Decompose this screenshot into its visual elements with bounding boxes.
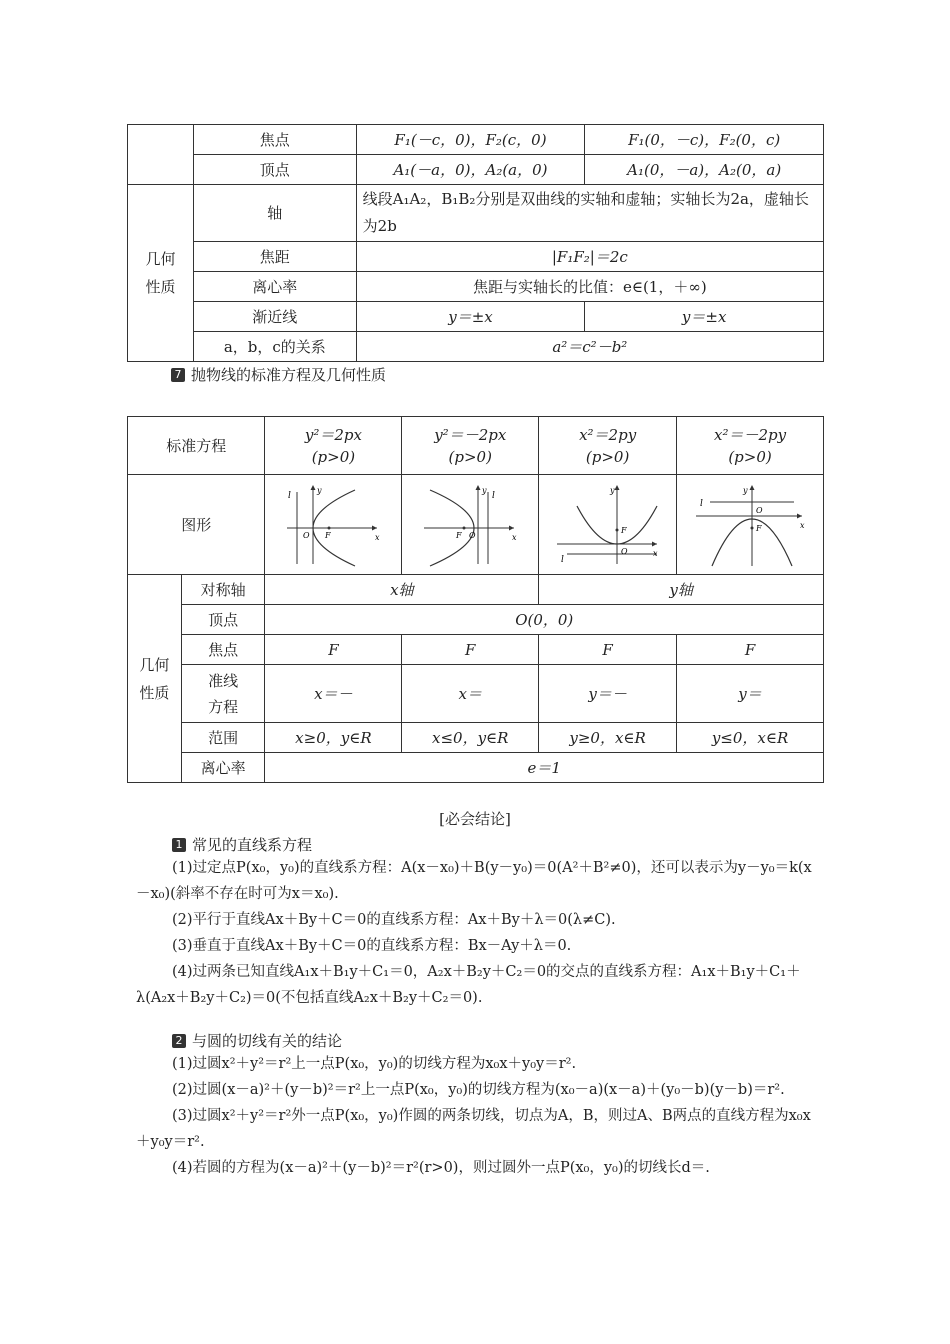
- table-cell: [265, 417, 402, 475]
- row-label: 图形: [128, 475, 265, 575]
- equation: y²＝－2px: [434, 425, 507, 444]
- directrix-label: l: [560, 554, 564, 565]
- section-badge: 2: [172, 1034, 186, 1048]
- table-cell: e＝1: [265, 753, 824, 783]
- x-arrow-icon: [797, 513, 802, 518]
- origin-label: O: [303, 530, 310, 540]
- graph-cell: [539, 475, 677, 575]
- table-cell: y≥0，x∈R: [539, 723, 677, 753]
- y-axis-label: y: [317, 485, 322, 495]
- hyperbola-properties-table: [127, 124, 824, 362]
- condition: (p>0): [448, 447, 492, 466]
- row-label: 范围: [181, 723, 265, 753]
- table-cell: y轴: [539, 575, 824, 605]
- table-cell: F₁(－c，0)，F₂(c，0): [356, 125, 585, 155]
- x-axis-label: x: [375, 532, 380, 542]
- section-7-heading: [171, 364, 386, 385]
- table-cell: x≤0，y∈R: [402, 723, 539, 753]
- y-arrow-icon: [311, 485, 316, 490]
- table-row: [128, 242, 824, 272]
- table-row: [128, 417, 824, 475]
- x-arrow-icon: [652, 541, 657, 546]
- focus-label: F: [756, 523, 762, 533]
- parabola-down-graph: [692, 482, 808, 568]
- table-cell: y＝±x: [356, 302, 585, 332]
- condition: (p>0): [311, 447, 356, 466]
- empty-cell: [128, 125, 194, 185]
- row-label: 焦点: [181, 635, 265, 665]
- focus-point: [463, 526, 466, 529]
- origin-label: O: [469, 530, 476, 540]
- table-cell: 焦距与实轴长的比值：e∈(1，＋∞): [356, 272, 823, 302]
- parabola-properties-table: [127, 416, 824, 783]
- table-cell: F: [677, 635, 824, 665]
- parabola-up-graph: [553, 482, 663, 568]
- focus-label: F: [325, 530, 331, 540]
- conclusions-title: [必会结论]: [439, 810, 511, 828]
- row-label: 顶点: [193, 155, 356, 185]
- x-arrow-icon: [509, 525, 514, 530]
- parabola-left-graph: [420, 482, 520, 568]
- table-row: [128, 302, 824, 332]
- table-cell: [677, 417, 824, 475]
- row-label: a，b，c的关系: [193, 332, 356, 362]
- directrix-label: l: [288, 490, 292, 501]
- row-label: 焦点: [193, 125, 356, 155]
- paragraph: (3)过圆x²＋y²＝r²外一点P(x₀，y₀)作圆的两条切线，切点为A，B，则过A、B两点的直线方程为x₀x＋y₀y＝r².: [136, 1108, 811, 1150]
- paragraph: (2)过圆(x－a)²＋(y－b)²＝r²上一点P(x₀，y₀)的切线方程为(x₀－a)(x－a)＋(y₀－b)(y－b)＝r².: [172, 1082, 785, 1098]
- table-cell: A₁(0，－a)，A₂(0，a): [585, 155, 824, 185]
- row-label: 渐近线: [193, 302, 356, 332]
- table-row: [128, 753, 824, 783]
- y-axis-label: y: [609, 485, 615, 495]
- origin-label: O: [756, 505, 763, 515]
- row-label: 焦距: [193, 242, 356, 272]
- table-cell: A₁(－a，0)，A₂(a，0): [356, 155, 585, 185]
- table-cell: y＝: [677, 665, 824, 723]
- table-cell: a²＝c²－b²: [356, 332, 823, 362]
- table-row: [128, 665, 824, 723]
- focus-point: [328, 526, 331, 529]
- paragraph: (3)垂直于直线Ax＋By＋C＝0的直线系方程：Bx－Ay＋λ＝0.: [172, 938, 572, 954]
- table-row: [128, 185, 824, 242]
- focus-label: F: [456, 530, 462, 540]
- graph-cell: [265, 475, 402, 575]
- row-label: 准线 方程: [181, 665, 265, 723]
- y-arrow-icon: [750, 485, 755, 490]
- y-axis-label: y: [482, 485, 487, 495]
- paragraph: (1)过圆x²＋y²＝r²上一点P(x₀，y₀)的切线方程为x₀x＋y₀y＝r².: [172, 1056, 577, 1072]
- row-label: 标准方程: [128, 417, 265, 475]
- paragraph: (4)过两条已知直线A₁x＋B₁y＋C₁＝0，A₂x＋B₂y＋C₂＝0的交点的直线系方程：A₁x＋B₁y＋C₁＋λ(A₂x＋B₂y＋C₂)＝0(不包括直线A₂x＋B₂y＋C₂＝0).: [136, 964, 801, 1006]
- table-row: [128, 575, 824, 605]
- table-cell: F₁(0，－c)，F₂(0，c): [585, 125, 824, 155]
- y-arrow-icon: [614, 485, 619, 490]
- condition: (p>0): [585, 447, 630, 466]
- table-cell: [539, 417, 677, 475]
- graph-cell: [677, 475, 824, 575]
- section-badge: 7: [171, 368, 185, 382]
- section-title: 与圆的切线有关的结论: [192, 1032, 343, 1050]
- table-cell: x≥0，y∈R: [265, 723, 402, 753]
- table-cell: y＝±x: [585, 302, 824, 332]
- table-row: [128, 332, 824, 362]
- conclusion-section-1: [136, 834, 820, 1011]
- group-label: 几何 性质: [128, 185, 194, 362]
- section-title: 抛物线的标准方程及几何性质: [191, 366, 387, 384]
- focus-point: [615, 528, 618, 531]
- row-label: 离心率: [181, 753, 265, 783]
- table-cell: y＝－: [539, 665, 677, 723]
- row-label: 顶点: [181, 605, 265, 635]
- table-row: [128, 605, 824, 635]
- y-axis-label: y: [743, 485, 748, 495]
- table-cell: [402, 417, 539, 475]
- x-axis-label: x: [512, 532, 517, 542]
- table-cell: |F₁F₂|＝2c: [356, 242, 823, 272]
- x-axis-label: x: [800, 520, 805, 530]
- graph-cell: [402, 475, 539, 575]
- equation: x²＝2py: [579, 425, 637, 444]
- row-label: 轴: [193, 185, 356, 242]
- equation: y²＝2px: [304, 425, 362, 444]
- table-cell: x＝: [402, 665, 539, 723]
- directrix-label: l: [700, 498, 703, 509]
- equation: x²＝－2py: [713, 425, 787, 444]
- table-row: [128, 125, 824, 155]
- table-cell: 线段A₁A₂，B₁B₂分别是双曲线的实轴和虚轴；实轴长为2a，虚轴长为2b: [356, 185, 823, 242]
- table-row: [128, 475, 824, 575]
- row-label: 离心率: [193, 272, 356, 302]
- y-arrow-icon: [476, 485, 481, 490]
- section-heading: [136, 1030, 820, 1051]
- paragraph: (4)若圆的方程为(x－a)²＋(y－b)²＝r²(r>0)，则过圆外一点P(x₀，y₀)的切线长d＝.: [172, 1160, 710, 1176]
- table-cell: x＝－: [265, 665, 402, 723]
- parabola-right-graph: [283, 482, 383, 568]
- table-cell: x轴: [265, 575, 539, 605]
- table-row: [128, 272, 824, 302]
- table-cell: F: [265, 635, 402, 665]
- focus-label: F: [620, 525, 627, 535]
- paragraph: (2)平行于直线Ax＋By＋C＝0的直线系方程：Ax＋By＋λ＝0(λ≠C).: [172, 912, 616, 928]
- table-cell: F: [402, 635, 539, 665]
- origin-label: O: [620, 546, 628, 556]
- conclusion-section-2: [136, 1030, 820, 1181]
- table-row: [128, 635, 824, 665]
- x-arrow-icon: [372, 525, 377, 530]
- directrix-label: l: [492, 490, 496, 501]
- section-heading: [136, 834, 820, 855]
- table-cell: O(0，0): [265, 605, 824, 635]
- section-title: 常见的直线系方程: [192, 836, 313, 854]
- paragraph: (1)过定点P(x₀，y₀)的直线系方程：A(x－x₀)＋B(y－y₀)＝0(A²＋B²≠0)，还可以表示为y－y₀＝k(x－x₀)(斜率不存在时可为x＝x₀).: [136, 860, 812, 902]
- table-cell: y≤0，x∈R: [677, 723, 824, 753]
- group-label: 几何 性质: [128, 575, 182, 783]
- section-badge: 1: [172, 838, 186, 852]
- table-row: [128, 155, 824, 185]
- row-label: 对称轴: [181, 575, 265, 605]
- table-cell: F: [539, 635, 677, 665]
- table-row: [128, 723, 824, 753]
- focus-point: [751, 526, 754, 529]
- x-axis-label: x: [652, 548, 658, 558]
- condition: (p>0): [728, 447, 772, 466]
